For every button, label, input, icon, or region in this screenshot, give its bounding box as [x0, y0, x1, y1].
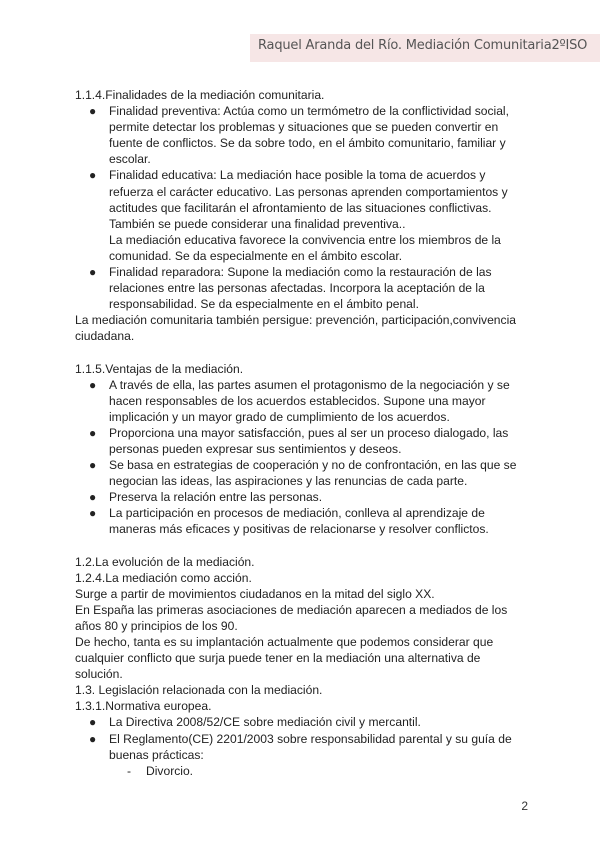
list-item-text: Finalidad educativa: La mediación hace posible la toma de acuerdos y refuerza el carácter educativo. Las personas aprenden comportamientos y actitudes que facilitarán el afrontamiento de las situaciones conflictivas. También se puede considerar una finalidad preventiva..: [109, 168, 508, 231]
bullet-icon: ●: [89, 490, 97, 505]
bullet-icon: ●: [89, 104, 97, 119]
sub-list: [75, 763, 530, 779]
list-item-text: Finalidad reparadora: Supone la mediación como la restauración de las relaciones entre las personas afectadas. Incorpora la aceptación de la responsabilidad. Se da especialmente en el ámbito penal.: [109, 265, 492, 312]
list-item-text: Proporciona una mayor satisfacción, pues al ser un proceso dialogado, las personas pueden expresar sus sentimientos y deseos.: [109, 425, 509, 456]
bullet-icon: ●: [89, 168, 97, 183]
bullet-icon: ●: [89, 425, 97, 440]
list-item: [75, 167, 530, 264]
list-item-text: Preserva la relación entre las personas.: [109, 490, 323, 505]
list-item: [75, 731, 530, 763]
list-item: [75, 377, 530, 425]
list-item: [75, 264, 530, 312]
bullet-icon: ●: [89, 715, 97, 730]
sub-list-item: [75, 763, 530, 779]
paragraph: En España las primeras asociaciones de mediación aparecen a mediados de los años 80 y principios de los 90.: [75, 602, 508, 633]
sub-list-item-text: Divorcio.: [146, 763, 194, 778]
list-item-text: El Reglamento(CE) 2201/2003 sobre responsabilidad parental y su guía de buenas prácticas:: [109, 731, 512, 762]
bullet-list: [75, 377, 530, 538]
paragraph: Surge a partir de movimientos ciudadanos en la mitad del siglo XX.: [75, 586, 435, 601]
dash-icon: -: [127, 763, 132, 778]
list-item: [75, 714, 530, 730]
section-heading: 1.2.4.La mediación como acción.: [75, 570, 252, 585]
section-heading: 1.3.1.Normativa europea.: [75, 699, 212, 714]
list-item-text: Se basa en estrategias de cooperación y no de confrontación, en las que se negocian las ideas, las aspiraciones y las renuncias de cada parte.: [109, 458, 517, 489]
bullet-icon: ●: [89, 506, 97, 521]
page-number: 2: [521, 799, 528, 813]
bullet-list: [75, 103, 530, 312]
list-item-text: Finalidad preventiva: Actúa como un termómetro de la conflictividad social, permite detectar los problemas y situaciones que se pueden convertir en fuente de conflictos. Se da sobre todo, en el ámbito comunitario, familiar y escolar.: [109, 104, 509, 167]
document-body: [75, 87, 530, 779]
list-item-text: La Directiva 2008/52/CE sobre mediación civil y mercantil.: [109, 715, 421, 730]
page-header: Raquel Aranda del Río. Mediación Comunitaria2ºISO: [258, 38, 588, 53]
bullet-list: [75, 714, 530, 762]
list-item-text: A través de ella, las partes asumen el protagonismo de la negociación y se hacen responsables de los acuerdos establecidos. Supone una mayor implicación y un mayor grado de cumplimiento de los acuerdos.: [109, 377, 510, 424]
list-item: [75, 505, 530, 537]
bullet-icon: ●: [89, 731, 97, 746]
list-item: [75, 425, 530, 457]
section-heading: 1.1.4.Finalidades de la mediación comunitaria.: [75, 88, 325, 102]
list-item: [75, 103, 530, 167]
list-item-text: La participación en procesos de mediación, conlleva al aprendizaje de maneras más eficaces y positivas de relacionarse y resolver conflictos.: [109, 506, 489, 537]
section-heading: 1.3. Legislación relacionada con la mediación.: [75, 683, 323, 698]
list-item-continuation: La mediación educativa favorece la convivencia entre los miembros de la comunidad. Se da especialmente en el ámbito escolar.: [109, 232, 501, 263]
list-item: [75, 489, 530, 505]
section-heading: 1.2.La evolución de la mediación.: [75, 554, 255, 569]
paragraph: La mediación comunitaria también persigue: prevención, participación,convivencia ciudadana.: [75, 313, 516, 344]
section-heading: 1.1.5.Ventajas de la mediación.: [75, 361, 244, 376]
bullet-icon: ●: [89, 458, 97, 473]
bullet-icon: ●: [89, 377, 97, 392]
paragraph: De hecho, tanta es su implantación actualmente que podemos considerar que cualquier conflicto que surja puede tener en la mediación una alternativa de solución.: [75, 635, 494, 682]
list-item: [75, 457, 530, 489]
bullet-icon: ●: [89, 265, 97, 280]
